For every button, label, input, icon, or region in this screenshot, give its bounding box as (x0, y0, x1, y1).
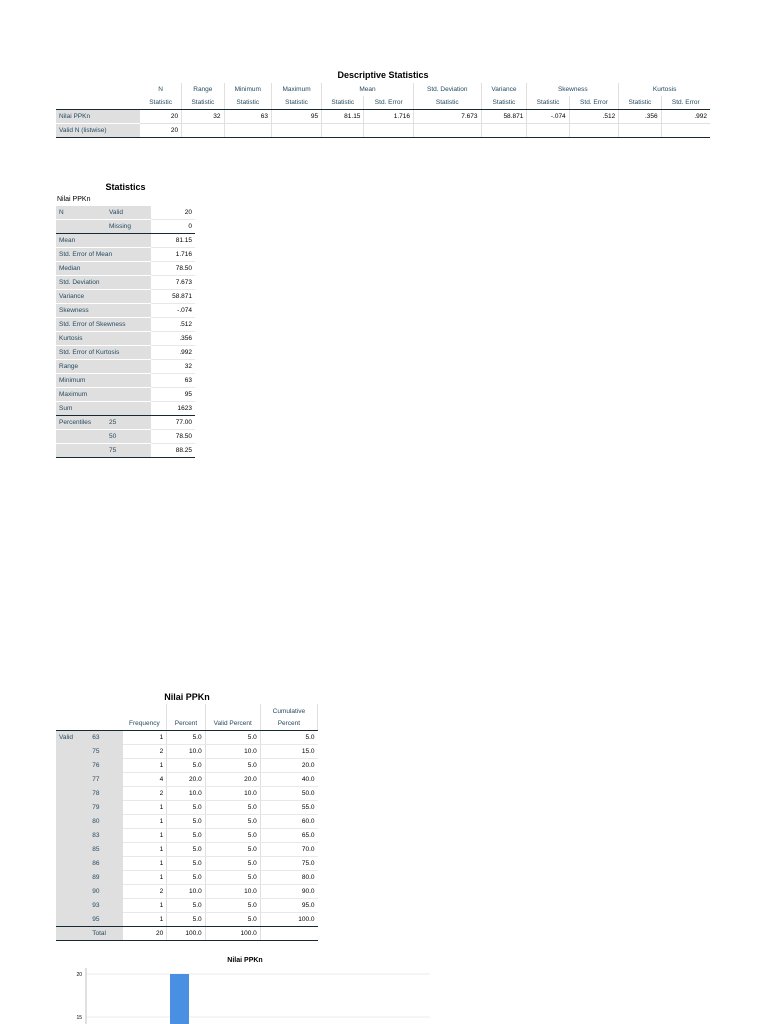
descriptive-title: Descriptive Statistics (337, 70, 429, 80)
subheader: Statistic (413, 96, 481, 110)
n-label-spacer (56, 220, 106, 234)
cell: 32 (151, 360, 196, 374)
statistics-rows (56, 234, 195, 416)
cell: 5.0 (205, 731, 260, 745)
cell: 1623 (151, 402, 196, 416)
cell: 5.0 (167, 843, 205, 857)
valid-spacer (56, 913, 89, 927)
col-percent: Percent (167, 704, 205, 731)
cell: 60.0 (260, 815, 317, 829)
cell: 5.0 (260, 731, 317, 745)
cell (413, 124, 481, 138)
frequency-title: Nilai PPKn (164, 692, 210, 702)
cell: 1 (123, 731, 167, 745)
cell (272, 124, 322, 138)
cell: 65.0 (260, 829, 317, 843)
valid-spacer (56, 829, 89, 843)
valid-spacer (56, 885, 89, 899)
header-row-top (56, 83, 710, 96)
table-row (56, 276, 195, 290)
header-row (56, 704, 318, 731)
cell: 15.0 (260, 745, 317, 759)
cell: .512 (151, 318, 196, 332)
row-label: Variance (56, 290, 151, 304)
percentile-label: 25 (106, 416, 151, 430)
cell: 78.50 (151, 430, 196, 444)
table-row (56, 843, 318, 857)
valid-label: Valid (106, 206, 151, 220)
valid-spacer (56, 773, 89, 787)
statistics-table (56, 206, 195, 458)
cell (224, 124, 272, 138)
cell: .992 (661, 110, 710, 124)
cell: 1 (123, 801, 167, 815)
cell: 1 (123, 899, 167, 913)
cell: 5.0 (167, 815, 205, 829)
cell: 1 (123, 913, 167, 927)
row-label: Std. Error of Kurtosis (56, 346, 151, 360)
subheader: Statistic (481, 96, 527, 110)
valid-spacer (56, 815, 89, 829)
cell (322, 124, 364, 138)
cell: .356 (619, 110, 661, 124)
col-cumulative-percent: Cumulative Percent (260, 704, 317, 731)
cell: 1 (123, 759, 167, 773)
cell: 40.0 (260, 773, 317, 787)
table-row (56, 318, 195, 332)
cell: 5.0 (205, 759, 260, 773)
value-label: 83 (89, 829, 122, 843)
table-row (56, 290, 195, 304)
row-label: Median (56, 262, 151, 276)
cell: 5.0 (167, 759, 205, 773)
cell: 88.25 (151, 444, 196, 458)
header-row-sub (56, 96, 710, 110)
cell: 20 (151, 206, 196, 220)
cell: 5.0 (205, 843, 260, 857)
table-row (56, 430, 195, 444)
chart-gridlines (76, 972, 430, 1021)
corner-cell (56, 83, 140, 96)
y-tick-label: 15 (76, 1015, 82, 1021)
cell: -.074 (527, 110, 569, 124)
value-label: 63 (89, 731, 122, 745)
table-row (56, 262, 195, 276)
table-row (56, 416, 195, 430)
cell: 32 (182, 110, 224, 124)
table-row (56, 332, 195, 346)
cell: -.074 (151, 304, 196, 318)
cell: 1 (123, 843, 167, 857)
cell: 5.0 (167, 801, 205, 815)
cell: 4 (123, 773, 167, 787)
corner-cell (89, 704, 122, 731)
cell: 5.0 (167, 871, 205, 885)
row-label: Mean (56, 234, 151, 248)
percentile-label: 50 (106, 430, 151, 444)
cell: 10.0 (205, 885, 260, 899)
cell: 95 (151, 388, 196, 402)
cell: 10.0 (205, 745, 260, 759)
table-row (56, 374, 195, 388)
cell: 58.871 (481, 110, 527, 124)
table-row (56, 220, 195, 234)
cell: 20 (123, 927, 167, 941)
chart-title: Nilai PPKn (227, 957, 263, 964)
cell (364, 124, 414, 138)
valid-spacer (56, 759, 89, 773)
table-row (56, 759, 318, 773)
table-row (56, 206, 195, 220)
row-label: Sum (56, 402, 151, 416)
col-range: Range (182, 83, 224, 96)
value-label: 95 (89, 913, 122, 927)
statistics-caption: Nilai PPKn (57, 196, 91, 203)
valid-spacer (56, 801, 89, 815)
cell (619, 124, 661, 138)
row-label: Std. Error of Skewness (56, 318, 151, 332)
chart-bars (170, 974, 189, 1024)
table-row (56, 110, 710, 124)
value-label: 75 (89, 745, 122, 759)
valid-spacer (56, 871, 89, 885)
cell: 90.0 (260, 885, 317, 899)
cell: 20.0 (205, 773, 260, 787)
value-label: 80 (89, 815, 122, 829)
subheader: Statistic (527, 96, 569, 110)
cell: 5.0 (205, 913, 260, 927)
cell: 0 (151, 220, 196, 234)
cell: 5.0 (167, 829, 205, 843)
cell: 50.0 (260, 787, 317, 801)
cell: 10.0 (167, 745, 205, 759)
corner-cell (56, 704, 89, 731)
cell: 2 (123, 787, 167, 801)
cell: 20.0 (260, 759, 317, 773)
row-label: Maximum (56, 388, 151, 402)
col-maximum: Maximum (272, 83, 322, 96)
cell: 5.0 (167, 731, 205, 745)
subheader: Statistic (140, 96, 182, 110)
col-skewness: Skewness (527, 83, 619, 96)
row-label: Range (56, 360, 151, 374)
col-minimum: Minimum (224, 83, 272, 96)
cell: 100.0 (205, 927, 260, 941)
cell: 10.0 (205, 787, 260, 801)
cell (260, 927, 317, 941)
cell: 5.0 (205, 871, 260, 885)
cell: 95.0 (260, 899, 317, 913)
table-row-total (56, 927, 318, 941)
valid-label: Valid (56, 731, 89, 745)
cell: 63 (151, 374, 196, 388)
table-row (56, 346, 195, 360)
cell: 7.673 (413, 110, 481, 124)
row-label: Skewness (56, 304, 151, 318)
cell: 1 (123, 857, 167, 871)
cell: 75.0 (260, 857, 317, 871)
missing-label: Missing (106, 220, 151, 234)
subheader: Std. Error (569, 96, 619, 110)
valid-spacer (56, 787, 89, 801)
valid-spacer (56, 927, 89, 941)
col-kurtosis: Kurtosis (652, 86, 677, 93)
cell: 70.0 (260, 843, 317, 857)
table-row (56, 304, 195, 318)
y-tick-label: 20 (76, 972, 82, 978)
corner-cell (56, 96, 140, 110)
row-label: Std. Error of Mean (56, 248, 151, 262)
table-row (56, 829, 318, 843)
cell: 78.50 (151, 262, 196, 276)
cell: 5.0 (205, 899, 260, 913)
cell: 100.0 (167, 927, 205, 941)
cell: 2 (123, 745, 167, 759)
valid-spacer (56, 843, 89, 857)
cell (661, 124, 710, 138)
n-label: N (56, 206, 106, 220)
cell (569, 124, 619, 138)
value-label: 90 (89, 885, 122, 899)
cell: 20 (140, 124, 182, 138)
percentiles-spacer (56, 430, 106, 444)
cell: 1.716 (364, 110, 414, 124)
col-valid-percent: Valid Percent (205, 704, 260, 731)
row-label: Nilai PPKn (56, 110, 140, 124)
table-row (56, 360, 195, 374)
row-label: Std. Deviation (56, 276, 151, 290)
cell: 55.0 (260, 801, 317, 815)
cell: 5.0 (205, 815, 260, 829)
table-row (56, 815, 318, 829)
col-std-deviation: Std. Deviation (413, 83, 481, 96)
col-variance: Variance (481, 83, 527, 96)
descriptive-statistics-table (56, 83, 710, 138)
cell: 2 (123, 885, 167, 899)
table-row (56, 745, 318, 759)
cell: 100.0 (260, 913, 317, 927)
table-row (56, 234, 195, 248)
value-label: 89 (89, 871, 122, 885)
subheader: Statistic (619, 96, 661, 110)
bar-chart (60, 950, 440, 1024)
subheader: Std. Error (661, 96, 710, 110)
value-label: 93 (89, 899, 122, 913)
cell: 5.0 (205, 801, 260, 815)
table-row (56, 899, 318, 913)
valid-spacer (56, 857, 89, 871)
col-frequency: Frequency (123, 704, 167, 731)
cell: 95 (272, 110, 322, 124)
row-label: Kurtosis (56, 332, 151, 346)
table-row (56, 731, 318, 745)
value-label: 78 (89, 787, 122, 801)
cell: 81.15 (322, 110, 364, 124)
value-label: 86 (89, 857, 122, 871)
table-row (56, 388, 195, 402)
cell: 80.0 (260, 871, 317, 885)
cell: .992 (151, 346, 196, 360)
cell: 5.0 (167, 913, 205, 927)
total-label: Total (89, 927, 122, 941)
col-n: N (140, 83, 182, 96)
cell (527, 124, 569, 138)
table-row (56, 124, 710, 138)
cell: 20 (140, 110, 182, 124)
valid-spacer (56, 899, 89, 913)
cell: 1 (123, 871, 167, 885)
cell: .356 (151, 332, 196, 346)
cell: 10.0 (167, 885, 205, 899)
cell: 5.0 (167, 899, 205, 913)
valid-spacer (56, 745, 89, 759)
table-row (56, 402, 195, 416)
value-label: 85 (89, 843, 122, 857)
table-row (56, 913, 318, 927)
cell: 1 (123, 815, 167, 829)
table-row (56, 248, 195, 262)
subheader: Statistic (322, 96, 364, 110)
cell: 58.871 (151, 290, 196, 304)
subheader: Statistic (182, 96, 224, 110)
cell: 5.0 (167, 857, 205, 871)
cell: 77.00 (151, 416, 196, 430)
value-label: 79 (89, 801, 122, 815)
subheader: Statistic (272, 96, 322, 110)
row-label: Minimum (56, 374, 151, 388)
percentiles-spacer (56, 444, 106, 458)
cell: 20.0 (167, 773, 205, 787)
cell: 81.15 (151, 234, 196, 248)
statistics-title: Statistics (105, 182, 146, 192)
row-label: Valid N (listwise) (56, 124, 140, 138)
value-label: 76 (89, 759, 122, 773)
chart-bar (170, 974, 189, 1024)
table-row (56, 871, 318, 885)
table-row (56, 444, 195, 458)
table-row (56, 885, 318, 899)
percentiles-label: Percentiles (56, 416, 106, 430)
cell: 1 (123, 829, 167, 843)
cell: 5.0 (205, 857, 260, 871)
cell: 5.0 (205, 829, 260, 843)
cell (481, 124, 527, 138)
cell: 10.0 (167, 787, 205, 801)
cell: 7.673 (151, 276, 196, 290)
table-row (56, 801, 318, 815)
cell: 1.716 (151, 248, 196, 262)
subheader: Std. Error (364, 96, 414, 110)
frequency-table (56, 704, 318, 941)
table-row (56, 857, 318, 871)
table-row (56, 773, 318, 787)
cell: 63 (224, 110, 272, 124)
percentile-label: 75 (106, 444, 151, 458)
cell: .512 (569, 110, 619, 124)
subheader: Statistic (224, 96, 272, 110)
col-mean: Mean (322, 83, 414, 96)
frequency-rows (56, 731, 318, 927)
table-row (56, 787, 318, 801)
cell (182, 124, 224, 138)
value-label: 77 (89, 773, 122, 787)
